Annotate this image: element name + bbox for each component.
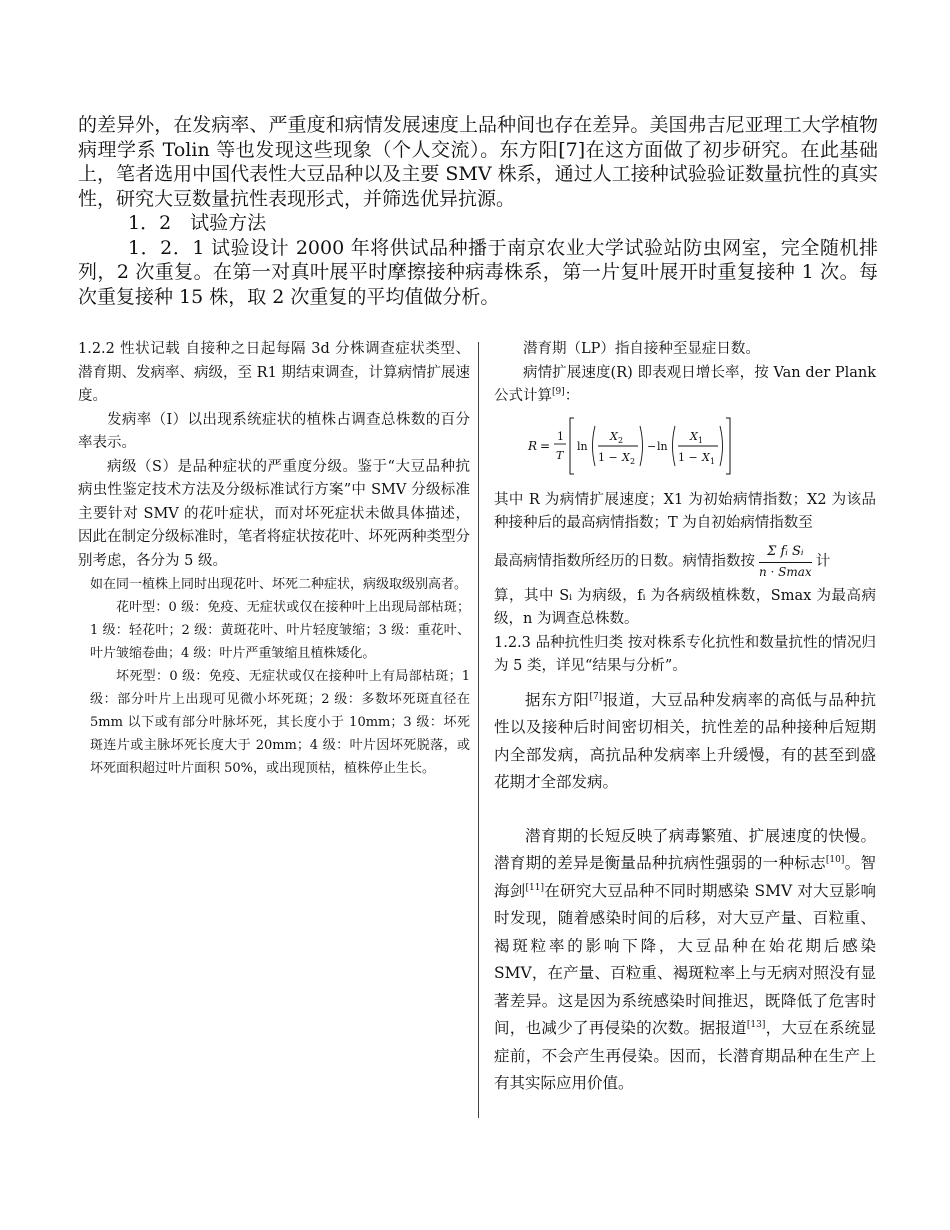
formula-x2-num: X bbox=[610, 429, 618, 443]
rate-text: 病情扩展速度(R) 即表观日增长率，按 Van der Plank 公式计算 bbox=[494, 364, 876, 404]
paragraph-gap bbox=[494, 797, 876, 823]
traits-paragraph: 1.2.2 性状记载 自接种之日起每隔 3d 分株调查症状类型、潜育期、发病率、病级，至 R1 期结束调查，计算病情扩展速度。 bbox=[78, 341, 470, 404]
left-column bbox=[78, 338, 470, 780]
formula-eq: = bbox=[540, 438, 551, 453]
citation-10: [10] bbox=[825, 854, 845, 865]
formula-x1-num-sub: 1 bbox=[698, 435, 704, 445]
discussion-incidence bbox=[494, 687, 876, 797]
formula-T: T bbox=[556, 448, 564, 462]
formula-x2-den-sub: 2 bbox=[630, 456, 636, 466]
formula-explanation-3: 算，其中 Sᵢ 为病级，fᵢ 为各病级植株数，Smax 为最高病级，n 为调查总株数。 bbox=[494, 587, 876, 627]
formula-x2-den-one: 1 − bbox=[598, 450, 618, 464]
d2-text-b: 。智海剑 bbox=[494, 854, 876, 900]
rate-colon: ： bbox=[564, 388, 580, 404]
formula-explanation-2 bbox=[494, 542, 876, 581]
vanderplank-formula bbox=[526, 415, 876, 481]
formula-x1-den-sub: 1 bbox=[710, 456, 716, 466]
design-paragraph: 1．2．1 试验设计 2000 年将供试品种播于南京农业大学试验站防虫网室，完全随机排列，2 次重复。在第一对真叶展平时摩擦接种病毒株系，第一片复叶展开时重复接种 1 次。每次重复接种 15 株，取 2 次重复的平均值做分析。 bbox=[78, 236, 878, 308]
disease-index-fraction bbox=[759, 542, 812, 581]
citation-9: [9] bbox=[552, 387, 565, 398]
fraction-denominator: n · Smax bbox=[759, 564, 812, 579]
formula-ln2: ln bbox=[657, 439, 668, 453]
d2-text-c: 在研究大豆品种不同时期感染 SMV 对大豆影响时发现，随着感染时间的后移，对大豆产量、百粒重、褐斑粒率的影响下降，大豆品种在始花期后感染 SMV，在产量、百粒重、褐斑粒率上与无病对照没有显著差异。这是因为系统感染时间推迟，既降低了危害时间，也减少了再侵染的次数。据报道 bbox=[494, 881, 876, 1037]
fraction-numerator: Σ fᵢ Sᵢ bbox=[759, 542, 812, 563]
section-heading-methods: 1．2 试验方法 bbox=[128, 212, 267, 234]
resistance-classification: 1.2.3 品种抗性归类 按对株系专化抗性和数量抗性的情况归为 5 类，详见“结果与分析”。 bbox=[494, 634, 876, 674]
formula-ln1: ln bbox=[577, 439, 588, 453]
formula-one: 1 bbox=[557, 429, 564, 443]
column-divider bbox=[478, 342, 479, 1118]
d2-text-a: 潜育期的长短反映了病毒繁殖、扩展速度的快慢。潜育期的差异是衡量品种抗病性强弱的一种标志 bbox=[494, 826, 876, 872]
d1-text-a: 据东方阳 bbox=[525, 690, 590, 709]
latent-period-paragraph: 潜育期（LP）指自接种至显症日数。 bbox=[523, 341, 760, 357]
necrosis-grades: 坏死型：0 级：免疫、无症状或仅在接种叶上有局部枯斑；1 级：部分叶片上出现可见微小坏死斑；2 级：多数坏死斑直径在 5mm 以下或有部分叶脉坏死，其长度小于 10mm；3 级：坏死斑连片或主脉坏死长度大于 20mm；4 级：叶片因坏死脱落，或坏死面积超过叶片面积 50%，或出现顶枯，植株停止生长。 bbox=[90, 669, 470, 776]
formula-R: R bbox=[528, 438, 538, 453]
formula-graphic bbox=[526, 415, 756, 477]
right-column bbox=[494, 338, 876, 1098]
intro-paragraph: 的差异外，在发病率、严重度和病情发展速度上品种间也存在差异。美国弗吉尼亚理工大学植物病理学系 Tolin 等也发现这些现象（个人交流）。东方阳[7]在这方面做了初步研究。在此基础上，笔者选用中国代表性大豆品种以及主要 SMV 株系，通过人工接种试验验证数量抗性的真实性，研究大豆数量抗性表现形式，并筛选优异抗源。 bbox=[78, 114, 878, 210]
formula-x1-den-one: 1 − bbox=[678, 450, 698, 464]
index-calc: 计 bbox=[815, 553, 831, 569]
citation-13: [13] bbox=[746, 1019, 766, 1030]
d1-text-b: 报道，大豆品种发病率的高低与品种抗性以及接种后时间密切相关，抗性差的品种接种后短期内全部发病，高抗品种发病率上升缓慢，有的甚至到盛花期才全部发病。 bbox=[494, 690, 876, 791]
formula-x2-num-sub: 2 bbox=[618, 435, 624, 445]
discussion-latent-period bbox=[494, 823, 876, 1098]
intro-section bbox=[78, 113, 878, 309]
incidence-paragraph: 发病率（I）以出现系统症状的植株占调查总株数的百分率表示。 bbox=[78, 411, 470, 451]
formula-x1-num: X bbox=[690, 429, 698, 443]
mixed-symptom-note: 如在同一植株上同时出现花叶、坏死二种症状，病级取级别高者。 bbox=[90, 577, 468, 592]
rate-paragraph bbox=[494, 362, 876, 409]
mosaic-grades: 花叶型：0 级：免疫、无症状或仅在接种叶上出现局部枯斑；1 级：轻花叶；2 级：黄斑花叶、叶片轻度皱缩；3 级：重花叶、叶片皱缩卷曲；4 级：叶片严重皱缩且植株矮化。 bbox=[90, 600, 470, 661]
citation-11: [11] bbox=[525, 882, 545, 893]
formula-x1-den: X bbox=[702, 450, 710, 464]
formula-x2-den: X bbox=[622, 450, 630, 464]
formula-explanation-1: 其中 R 为病情扩展速度；X1 为初始病情指数；X2 为该品种接种后的最高病情指数；T 为自初始病情指数至 bbox=[494, 491, 876, 531]
citation-7: [7] bbox=[589, 691, 603, 702]
severity-paragraph: 病级（S）是品种症状的严重度分级。鉴于“大豆品种抗病虫性鉴定技术方法及分级标准试行方案”中 SMV 分级标准主要针对 SMV 的花叶症状，而对坏死症状未做具体描述，因此在制定分级标准时，笔者将症状按花叶、坏死两种类型分别考虑，各分为 5 级。 bbox=[78, 458, 470, 569]
d2-text-d: ，大豆在系统显症前，不会产生再侵染。因而，长潜育期品种在生产上有其实际应用价值。 bbox=[494, 1019, 876, 1092]
index-text: 最高病情指数所经历的日数。病情指数按 bbox=[494, 553, 755, 569]
formula-minus: − bbox=[647, 439, 657, 453]
